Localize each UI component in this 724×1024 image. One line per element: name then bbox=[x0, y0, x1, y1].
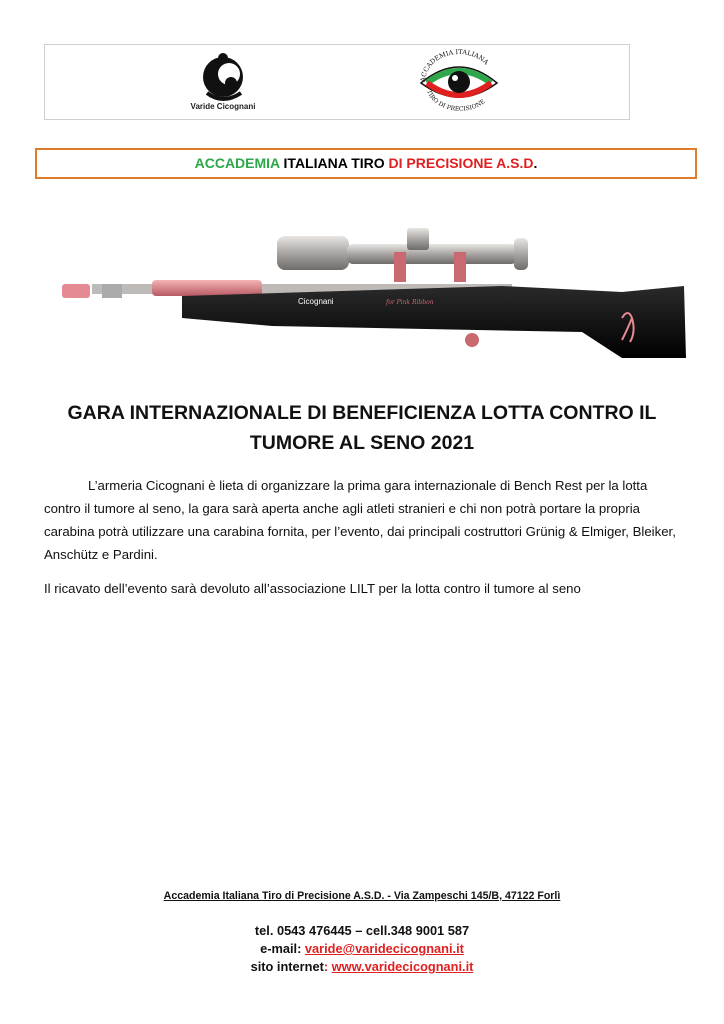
footer-contact bbox=[0, 922, 724, 976]
title-line-1: GARA INTERNAZIONALE DI BENEFICIENZA LOTTA CONTRO IL bbox=[67, 402, 657, 424]
rifle-image bbox=[62, 222, 686, 362]
banner-period: . bbox=[533, 155, 538, 171]
rifle-script-label: for Pink Ribbon bbox=[386, 299, 434, 306]
banner-accademia: ACCADEMIA bbox=[194, 155, 280, 171]
email-link[interactable]: varide@varidecicognani.it bbox=[304, 941, 464, 956]
document-body bbox=[44, 474, 684, 611]
footer-site-line bbox=[0, 958, 724, 976]
footer-email-line bbox=[0, 940, 724, 958]
logo-header bbox=[44, 44, 630, 120]
logo-right-bottom-text: TIRO DI PRECISIONE bbox=[425, 88, 487, 113]
rifle-brand-label: Cicognani bbox=[298, 297, 334, 306]
site-label: sito internet bbox=[250, 959, 324, 974]
logo-right-top-text: ACCADEMIA ITALIANA bbox=[418, 49, 491, 83]
footer-address: Accademia Italiana Tiro di Precisione A.S.D. - Via Zampeschi 145/B, 47122 Forlì bbox=[163, 890, 561, 902]
document-title bbox=[44, 398, 680, 458]
org-banner bbox=[35, 148, 697, 179]
body-paragraph-2: Il ricavato dell’evento sarà devoluto all’associazione LILT per la lotta contro il tumore al seno bbox=[44, 581, 581, 596]
body-paragraph-1: L’armeria Cicognani è lieta di organizzare la prima gara internazionale di Bench Rest per la lotta contro il tumore al seno, la gara sarà aperta anche agli atleti stranieri e chi non potrà portare la propria carabina potrà utilizzare una carabina fornita, per l’evento, dai principali costruttori Grünig & Elmiger, Bleiker, Anschütz e Pardini. bbox=[44, 478, 676, 562]
footer-phone: tel. 0543 476445 – cell.348 9001 587 bbox=[254, 923, 470, 938]
email-label: e-mail: bbox=[260, 941, 305, 956]
banner-italiana-tiro: ITALIANA TIRO bbox=[279, 155, 389, 171]
site-colon: : bbox=[323, 959, 332, 974]
logo-left-caption: Varide Cicognani bbox=[190, 102, 256, 111]
banner-di-precisione: DI PRECISIONE A.S.D bbox=[388, 155, 534, 171]
accademia-logo bbox=[413, 49, 505, 115]
title-line-2: TUMORE AL SENO 2021 bbox=[249, 432, 475, 454]
website-link[interactable]: www.varidecicognani.it bbox=[331, 959, 474, 974]
